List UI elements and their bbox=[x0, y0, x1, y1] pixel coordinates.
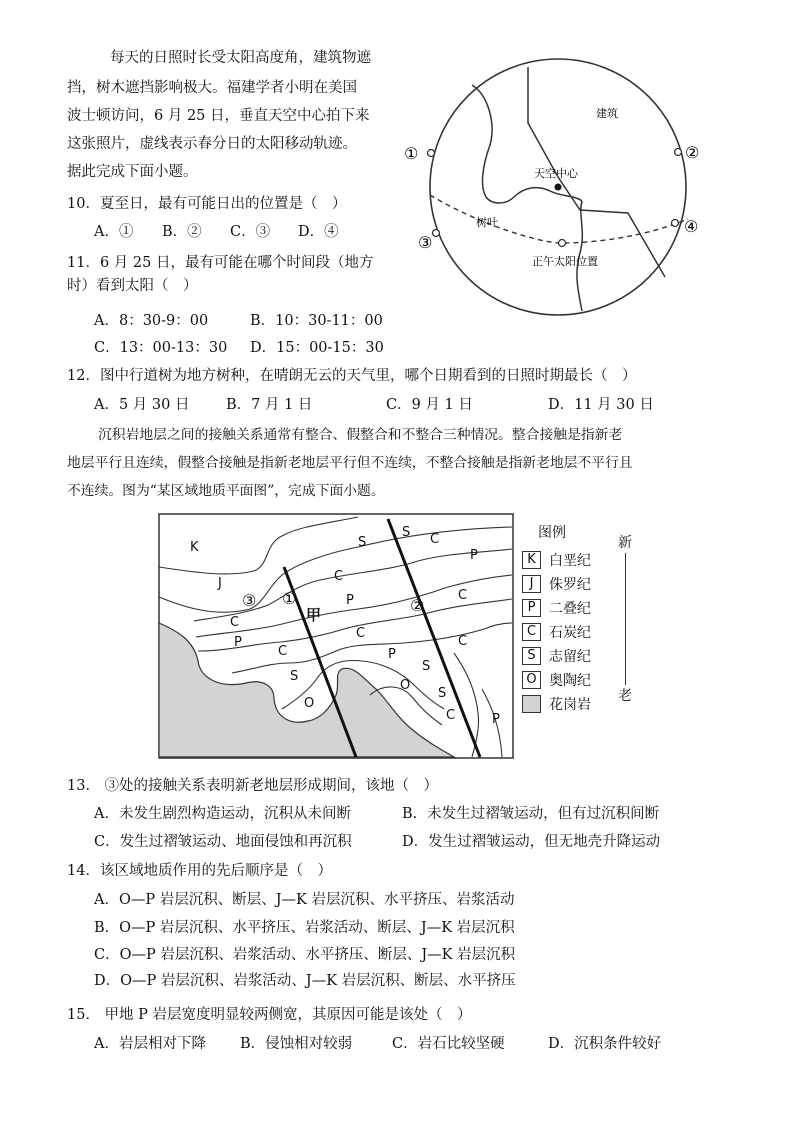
q15-option-a[interactable]: A．岩层相对下降 bbox=[94, 1036, 206, 1052]
q15-option-d[interactable]: D．沉积条件较好 bbox=[548, 1036, 662, 1052]
stratum-label: S bbox=[290, 669, 299, 684]
q11-option-b[interactable]: B．10：30-11：00 bbox=[250, 313, 383, 329]
sky-center-dot bbox=[555, 184, 562, 191]
fault-marker-2: ② bbox=[410, 596, 425, 615]
q12-option-b[interactable]: B．7 月 1 日 bbox=[226, 397, 313, 413]
q10-option-a[interactable]: A．① bbox=[94, 224, 134, 240]
stratum-label: P bbox=[470, 548, 478, 563]
stratum-label: C bbox=[334, 569, 344, 584]
legend-label: 奥陶纪 bbox=[549, 673, 591, 689]
sky-photo-diagram bbox=[404, 55, 710, 325]
stratum-label: O bbox=[304, 696, 315, 711]
stratum-label: P bbox=[388, 647, 396, 662]
q13-option-b[interactable]: B．未发生过褶皱运动，但有过沉积间断 bbox=[402, 806, 660, 822]
marker-3-label: ③ bbox=[418, 233, 433, 252]
stratum-label: S bbox=[438, 686, 447, 701]
q11-option-c[interactable]: C．13：00-13：30 bbox=[94, 340, 228, 356]
marker-1-label: ① bbox=[404, 144, 419, 163]
legend-swatch: S bbox=[522, 647, 541, 665]
intro1-line: 挡，树木遮挡影响极大。福建学者小明在美国 bbox=[67, 80, 357, 96]
noon-sun-dot bbox=[559, 240, 566, 247]
stratum-label: C bbox=[458, 634, 468, 649]
intro2-line: 沉积岩地层之间的接触关系通常有整合、假整合和不整合三种情况。整合接触是指新老 bbox=[98, 427, 623, 443]
stratum-label: J bbox=[218, 576, 222, 591]
legend-item bbox=[522, 550, 591, 570]
building-label: 建筑 bbox=[596, 107, 618, 120]
stratum-label: O bbox=[400, 678, 411, 693]
stratum-label: C bbox=[230, 615, 240, 630]
fault-marker-1: ① bbox=[282, 589, 297, 608]
q12-option-d[interactable]: D．11 月 30 日 bbox=[548, 397, 654, 413]
q11-option-a[interactable]: A．8：30-9：00 bbox=[94, 313, 209, 329]
tree-outline-left bbox=[472, 85, 582, 203]
tree-label: 树叶 bbox=[476, 216, 498, 229]
legend-item bbox=[522, 598, 591, 618]
stratum-label: C bbox=[430, 532, 440, 547]
stratum-label: P bbox=[346, 593, 354, 608]
q12-option-a[interactable]: A．5 月 30 日 bbox=[94, 397, 190, 413]
geologic-map bbox=[158, 513, 514, 759]
legend-item bbox=[522, 646, 591, 666]
noon-sun-label: 正午太阳位置 bbox=[532, 255, 598, 268]
legend-swatch: P bbox=[522, 599, 541, 617]
legend-item bbox=[522, 574, 591, 594]
q10-option-c[interactable]: C．③ bbox=[230, 224, 271, 240]
legend-label: 二叠纪 bbox=[549, 601, 591, 617]
legend-swatch: J bbox=[522, 575, 541, 593]
q11-option-d[interactable]: D．15：00-15：30 bbox=[250, 340, 384, 356]
stratum-label: C bbox=[278, 644, 288, 659]
q10-stem: 10．夏至日，最有可能日出的位置是（ ） bbox=[67, 196, 347, 212]
q14-option-c[interactable]: C．O—P 岩层沉积、岩浆活动、水平挤压、断层、J—K 岩层沉积 bbox=[94, 947, 516, 963]
q14-option-d[interactable]: D．O—P 岩层沉积、岩浆活动、J—K 岩层沉积、断层、水平挤压 bbox=[94, 973, 516, 989]
stratum-label: S bbox=[422, 659, 431, 674]
intro1-line: 据此完成下面小题。 bbox=[67, 164, 198, 180]
q15-option-c[interactable]: C．岩石比较坚硬 bbox=[392, 1036, 505, 1052]
legend-swatch: K bbox=[522, 551, 541, 569]
q13-option-a[interactable]: A．未发生剧烈构造运动，沉积从未间断 bbox=[94, 806, 351, 822]
legend-item bbox=[522, 622, 591, 642]
stratum-label: S bbox=[402, 525, 411, 540]
q14-option-b[interactable]: B．O—P 岩层沉积、水平挤压、岩浆活动、断层、J—K 岩层沉积 bbox=[94, 920, 515, 936]
marker-3-dot bbox=[433, 230, 440, 237]
legend-item bbox=[522, 670, 591, 690]
marker-2-label: ② bbox=[685, 143, 700, 162]
legend-label: 石炭纪 bbox=[549, 625, 591, 641]
intro2-line: 不连续。图为“某区域地质平面图”，完成下面小题。 bbox=[67, 483, 385, 499]
q10-option-d[interactable]: D．④ bbox=[298, 224, 339, 240]
marker-4-dot bbox=[672, 220, 679, 227]
stratum-label: P bbox=[234, 635, 242, 650]
marker-1-dot bbox=[428, 150, 435, 157]
equinox-sun-path bbox=[430, 195, 688, 243]
stratum-label: C bbox=[356, 626, 366, 641]
q12-option-c[interactable]: C．9 月 1 日 bbox=[386, 397, 473, 413]
q11-stem-cont: 时）看到太阳（ ） bbox=[67, 278, 198, 294]
q13-option-d[interactable]: D．发生过褶皱运动，但无地壳升降运动 bbox=[402, 834, 661, 850]
intro2-line: 地层平行且连续，假整合接触是指新老地层平行但不连续，不整合接触是指新老地层不平行且 bbox=[67, 455, 633, 471]
stratum-label: K bbox=[190, 540, 199, 555]
marker-4-label: ④ bbox=[684, 217, 699, 236]
legend-swatch: O bbox=[522, 671, 541, 689]
intro1-line: 波士顿访问，6 月 25 日，垂直天空中心拍下来 bbox=[67, 108, 370, 124]
q14-option-a[interactable]: A．O—P 岩层沉积、断层、J—K 岩层沉积、水平挤压、岩浆活动 bbox=[94, 892, 515, 908]
stratum-label: P bbox=[492, 712, 500, 727]
legend-item bbox=[522, 694, 591, 714]
marker-2-dot bbox=[675, 149, 682, 156]
legend-title: 图例 bbox=[538, 525, 566, 541]
legend-label: 侏罗纪 bbox=[549, 577, 591, 593]
stratum-label: S bbox=[358, 535, 367, 550]
q13-option-c[interactable]: C．发生过褶皱运动、地面侵蚀和再沉积 bbox=[94, 834, 352, 850]
intro1-line: 这张照片，虚线表示春分日的太阳移动轨迹。 bbox=[67, 136, 357, 152]
q11-stem: 11．6 月 25 日，最有可能在哪个时间段（地方 bbox=[67, 255, 374, 271]
q15-option-b[interactable]: B．侵蚀相对较弱 bbox=[240, 1036, 353, 1052]
legend-label: 志留纪 bbox=[549, 649, 591, 665]
q12-stem: 12．图中行道树为地方树种，在晴朗无云的天气里，哪个日期看到的日照时期最长（ ） bbox=[67, 368, 637, 384]
q13-stem: 13． ③处的接触关系表明新老地层形成期间，该地（ ） bbox=[67, 778, 439, 794]
legend-time-axis bbox=[625, 553, 626, 685]
legend-new-label: 新 bbox=[618, 535, 632, 551]
legend-label: 白垩纪 bbox=[549, 553, 591, 569]
legend-old-label: 老 bbox=[618, 688, 632, 704]
point-jia-label: 甲 bbox=[306, 606, 322, 624]
legend-swatch: C bbox=[522, 623, 541, 641]
q14-stem: 14．该区域地质作用的先后顺序是（ ） bbox=[67, 863, 332, 879]
contact-marker-3: ③ bbox=[242, 591, 257, 610]
intro1-line: 每天的日照时长受太阳高度角，建筑物遮 bbox=[110, 50, 371, 66]
stratum-label: C bbox=[458, 588, 468, 603]
q10-option-b[interactable]: B．② bbox=[162, 224, 202, 240]
q15-stem: 15． 甲地 P 岩层宽度明显较两侧宽，其原因可能是该处（ ） bbox=[67, 1007, 472, 1023]
stratum-label: C bbox=[446, 708, 456, 723]
legend-label: 花岗岩 bbox=[549, 697, 591, 713]
sky-center-label: 天空中心 bbox=[534, 167, 578, 180]
legend-swatch bbox=[522, 695, 541, 713]
